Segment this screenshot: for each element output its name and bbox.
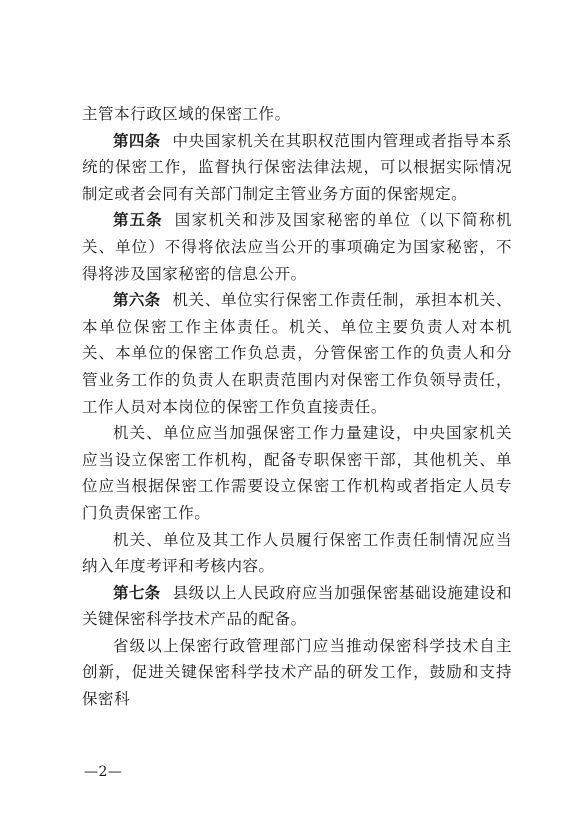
article-4-heading: 第四条 [113,131,161,150]
article-7-text: 县级以上人民政府应当加强保密基础设施建设和关键保密科学技术产品的配备。 [82,583,512,629]
article-6-heading: 第六条 [113,291,161,310]
document-body [82,101,512,713]
article-4-paragraph [82,128,512,208]
article-5-text: 国家机关和涉及国家秘密的单位（以下简称机关、单位）不得将依法应当公开的事项确定为国家秘密，不得将涉及国家秘密的信息公开。 [82,211,512,283]
article-6-text-2: 机关、单位应当加强保密工作力量建设，中央国家机关应当设立保密工作机构，配备专职保密干部，其他机关、单位应当根据保密工作需要设立保密工作机构或者指定人员专门负责保密工作。 [82,424,512,522]
article-6-paragraph [82,287,512,420]
article-5-paragraph [82,207,512,287]
paragraph-1 [82,101,512,128]
page-number: —2— [84,764,123,780]
article-6-paragraph-2 [82,420,512,526]
article-6-text: 机关、单位实行保密工作责任制，承担本机关、本单位保密工作主体责任。机关、单位主要负责人对本机关、本单位的保密工作负总责，分管保密工作的负责人和分管业务工作的负责人在职责范围内对保密工作负领导责任，工作人员对本岗位的保密工作负直接责任。 [82,291,512,416]
article-4-text: 中央国家机关在其职权范围内管理或者指导本系统的保密工作，监督执行保密法律法规，可以根据实际情况制定或者会同有关部门制定主管业务方面的保密规定。 [82,131,512,203]
article-6-text-3: 机关、单位及其工作人员履行保密工作责任制情况应当纳入年度考评和考核内容。 [82,530,512,576]
article-7-paragraph-2 [82,633,512,713]
article-7-heading: 第七条 [113,583,161,602]
article-6-paragraph-3 [82,527,512,580]
paragraph-1-text: 主管本行政区域的保密工作。 [82,105,291,123]
article-7-text-2: 省级以上保密行政管理部门应当推动保密科学技术自主创新，促进关键保密科学技术产品的研发工作，鼓励和支持保密科 [82,636,512,709]
article-5-heading: 第五条 [113,211,163,230]
article-7-paragraph [82,580,512,633]
